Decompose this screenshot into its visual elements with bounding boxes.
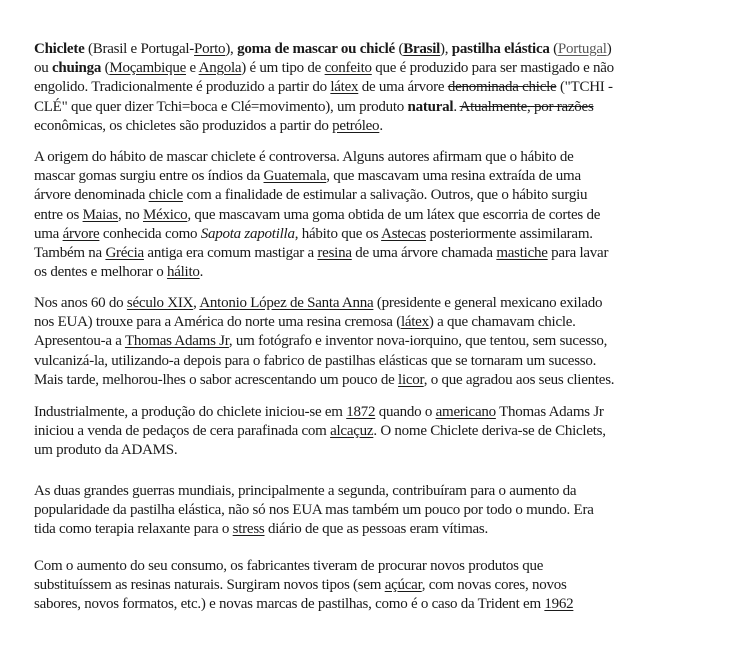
text-segment: chuinga <box>52 60 102 77</box>
text-line <box>34 186 724 205</box>
text-segment: . O nome Chiclete deriva-se de Chiclets, <box>373 423 606 440</box>
paragraph <box>34 294 724 390</box>
text-segment: , com novas cores, novos <box>421 577 567 594</box>
text-segment: ( <box>394 41 404 57</box>
hyperlink[interactable]: látex <box>330 79 359 96</box>
text-line <box>34 441 724 460</box>
paragraph <box>34 40 724 136</box>
hyperlink[interactable]: século XIX <box>126 295 194 311</box>
text-line <box>34 244 724 263</box>
hyperlink[interactable]: açúcar <box>384 577 422 594</box>
text-segment: Thomas Adams Jr <box>495 404 604 420</box>
hyperlink[interactable]: resina <box>317 245 352 262</box>
text-line <box>34 167 724 186</box>
hyperlink[interactable]: México <box>143 206 188 223</box>
text-segment: Chiclete <box>34 41 85 57</box>
text-segment: uma <box>34 225 63 242</box>
text-segment: (Brasil e Portugal- <box>84 41 195 57</box>
text-line <box>34 78 724 97</box>
hyperlink[interactable]: Brasil <box>403 41 441 57</box>
text-segment: , hábito que os <box>294 225 382 242</box>
text-segment: ), <box>440 41 452 57</box>
hyperlink[interactable]: árvore <box>62 225 100 242</box>
text-segment: . <box>199 264 204 281</box>
hyperlink[interactable]: hálito <box>166 264 200 281</box>
text-segment: ) <box>606 41 612 57</box>
hyperlink[interactable]: Guatemala <box>263 168 327 185</box>
hyperlink[interactable]: Thomas Adams Jr <box>124 333 229 350</box>
text-segment: nos EUA) trouxe para a América do norte uma resina cremosa ( <box>34 314 401 331</box>
text-segment: de uma árvore chamada <box>351 245 497 262</box>
text-line <box>34 352 724 371</box>
text-segment: engolido. Tradicionalmente é produzido a partir do <box>34 79 331 96</box>
text-line <box>34 371 724 390</box>
hyperlink[interactable]: Porto <box>194 41 226 57</box>
text-segment: Mais tarde, melhorou-lhes o sabor acrescentando um pouco de <box>34 371 399 388</box>
text-segment: ou <box>34 60 52 77</box>
text-segment: (presidente e general mexicano exilado <box>373 295 603 311</box>
text-segment: vulcanizá-la, utilizando-a depois para o fabrico de pastilhas elásticas que se tornaram um sucesso. <box>34 352 597 369</box>
text-segment: , <box>193 295 200 311</box>
text-segment: CLÉ" que quer dizer Tchi=boca e Clé=movimento), um produto <box>34 98 408 115</box>
text-line <box>34 482 724 501</box>
hyperlink[interactable]: Maias <box>82 206 118 223</box>
text-segment: , que mascavam uma goma obtida de um látex que escorria de cortes de <box>187 206 601 223</box>
hyperlink[interactable]: Astecas <box>381 225 427 242</box>
hyperlink[interactable]: confeito <box>324 60 372 77</box>
text-segment: mascar gomas surgiu entre os índios da <box>34 168 264 185</box>
text-segment: Apresentou-a a <box>34 333 125 350</box>
text-segment: . <box>453 98 460 115</box>
hyperlink[interactable]: Angola <box>198 60 242 77</box>
text-segment: iniciou a venda de pedaços de cera parafinada com <box>34 423 331 440</box>
text-segment: para lavar <box>547 245 609 262</box>
text-segment: As duas grandes guerras mundiais, principalmente a segunda, contribuíram para o aumento da <box>34 483 577 499</box>
text-line <box>34 263 724 282</box>
hyperlink[interactable]: látex <box>400 314 429 331</box>
hyperlink[interactable]: alcaçuz <box>330 423 374 440</box>
text-segment: quando o <box>375 404 436 420</box>
text-segment: com a finalidade de estimular a salivação. Outros, que o hábito surgiu <box>182 187 588 204</box>
text-segment: popularidade da pastilha elástica, não só nos EUA mas também um pouco por todo o mundo. Era <box>34 502 594 519</box>
hyperlink[interactable]: licor <box>398 371 424 388</box>
text-segment: , o que agradou aos seus clientes. <box>423 371 615 388</box>
paragraph <box>34 557 724 615</box>
text-segment: Também na <box>34 245 106 262</box>
paragraph <box>34 482 724 540</box>
hyperlink[interactable]: Portugal <box>557 41 607 57</box>
text-segment: antiga era comum mastigar a <box>143 245 318 262</box>
text-line <box>34 332 724 351</box>
hyperlink[interactable]: 1872 <box>346 404 376 420</box>
text-segment: ( <box>101 60 110 77</box>
text-segment: pastilha elástica <box>451 41 550 57</box>
text-segment: Com o aumento do seu consumo, os fabricantes tiveram de procurar novos produtos que <box>34 558 544 574</box>
text-segment: que é produzido para ser mastigado e não <box>371 60 614 77</box>
text-line <box>34 148 724 167</box>
text-segment: denominada chicle <box>447 79 557 96</box>
text-line <box>34 40 724 59</box>
text-line <box>34 576 724 595</box>
text-segment: Atualmente, por razões <box>459 98 594 115</box>
text-segment: entre os <box>34 206 83 223</box>
text-segment: , que mascavam uma resina extraída de uma <box>326 168 581 185</box>
text-line <box>34 59 724 78</box>
text-segment: A origem do hábito de mascar chiclete é controversa. Alguns autores afirmam que o hábito de <box>34 149 574 165</box>
hyperlink[interactable]: petróleo <box>332 117 380 134</box>
text-line <box>34 313 724 332</box>
text-line <box>34 206 724 225</box>
text-segment: diário de que as pessoas eram vítimas. <box>264 521 489 538</box>
text-line <box>34 595 724 614</box>
text-segment: conhecida como <box>99 225 201 242</box>
hyperlink[interactable]: americano <box>435 404 496 420</box>
text-line <box>34 501 724 520</box>
paragraph <box>34 403 724 461</box>
text-segment: posteriormente assimilaram. <box>426 225 593 242</box>
text-segment: Industrialmente, a produção do chiclete iniciou-se em <box>34 404 347 420</box>
hyperlink[interactable]: 1962 <box>544 596 574 613</box>
text-line <box>34 225 724 244</box>
text-line <box>34 98 724 117</box>
text-segment: ( <box>549 41 558 57</box>
hyperlink[interactable]: mastiche <box>496 245 548 262</box>
text-segment: de uma árvore <box>358 79 448 96</box>
text-segment: Sapota zapotilla <box>200 225 295 242</box>
text-segment: substituíssem as resinas naturais. Surgiram novos tipos (sem <box>34 577 385 594</box>
text-segment: ("TCHI - <box>556 79 613 96</box>
hyperlink[interactable]: Grécia <box>105 245 144 262</box>
hyperlink[interactable]: Antonio López de Santa Anna <box>199 295 374 311</box>
text-segment: , um fotógrafo e inventor nova-iorquino, que tentou, sem sucesso, <box>228 333 608 350</box>
hyperlink[interactable]: stress <box>232 521 265 538</box>
text-segment: sabores, novos formatos, etc.) e novas marcas de pastilhas, como é o caso da Trident em <box>34 596 545 613</box>
text-segment: Nos anos 60 do <box>34 295 127 311</box>
text-line <box>34 403 724 422</box>
text-segment: árvore denominada <box>34 187 149 204</box>
hyperlink[interactable]: chicle <box>148 187 183 204</box>
text-segment: e <box>186 60 199 77</box>
text-line <box>34 422 724 441</box>
text-segment: econômicas, os chicletes são produzidos a partir do <box>34 117 333 134</box>
text-segment: os dentes e melhorar o <box>34 264 167 281</box>
text-line <box>34 294 724 313</box>
text-segment: tida como terapia relaxante para o <box>34 521 233 538</box>
text-segment: ) é um tipo de <box>241 60 325 77</box>
text-segment: goma de mascar ou chiclé <box>237 41 395 57</box>
text-segment: um produto da ADAMS. <box>34 442 178 459</box>
text-segment: . <box>379 117 383 134</box>
text-line <box>34 520 724 539</box>
text-segment: , no <box>118 206 143 223</box>
text-segment: ), <box>225 41 238 57</box>
paragraph <box>34 148 724 282</box>
hyperlink[interactable]: Moçambique <box>109 60 187 77</box>
text-segment: natural <box>407 98 454 115</box>
text-line <box>34 557 724 576</box>
text-segment: ) a que chamavam chicle. <box>428 314 576 331</box>
text-line <box>34 117 724 136</box>
